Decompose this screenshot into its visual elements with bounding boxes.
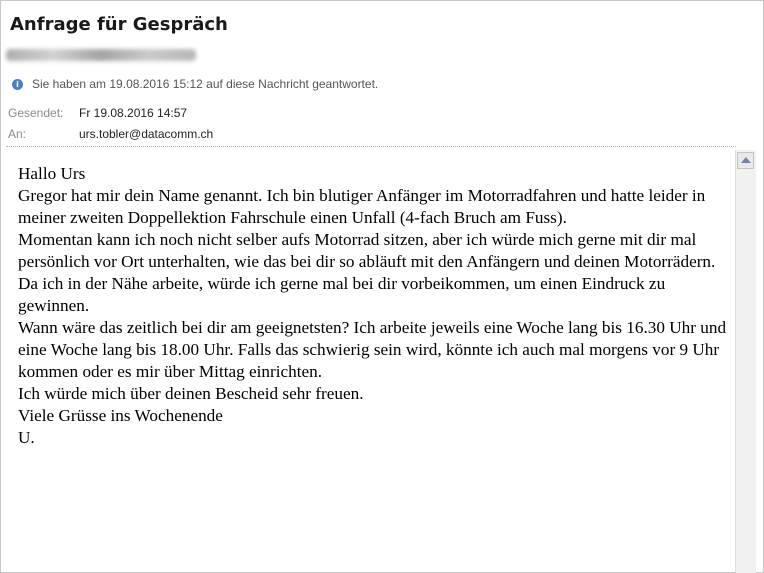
to-label: An:: [8, 127, 27, 141]
sent-label: Gesendet:: [8, 106, 64, 120]
body-line: Ich würde mich über deinen Bescheid sehr freuen.: [18, 384, 364, 403]
message-subject: Anfrage für Gespräch: [10, 14, 228, 35]
reply-info-text: Sie haben am 19.08.2016 15:12 auf diese Nachricht geantwortet.: [32, 77, 379, 91]
body-line: Viele Grüsse ins Wochenende: [18, 406, 223, 425]
to-recipient[interactable]: urs.tobler@datacomm.ch: [79, 127, 214, 141]
message-body[interactable]: [18, 163, 730, 449]
scroll-up-arrow-icon[interactable]: [737, 152, 754, 169]
info-icon: i: [12, 79, 23, 90]
body-line: Momentan kann ich noch nicht selber aufs Motorrad sitzen, aber ich würde mich gerne mit dir mal persönlich vor Ort unterhalten, wie das bei dir so abläuft mit den Anfängern und deinen Motorrädern.: [18, 230, 716, 271]
header-divider: [6, 146, 736, 147]
body-line: Gregor hat mir dein Name genannt. Ich bin blutiger Anfänger im Motorradfahren und hatte leider in meiner zweiten Doppellektion Fahrschule einen Unfall (4-fach Bruch am Fuss).: [18, 186, 706, 227]
sent-value: Fr 19.08.2016 14:57: [79, 106, 188, 120]
body-line: U.: [18, 428, 35, 447]
reply-info-bar[interactable]: [12, 77, 378, 91]
sender-name-redacted: [6, 49, 196, 61]
body-line: Hallo Urs: [18, 164, 86, 183]
vertical-scrollbar[interactable]: [735, 150, 756, 573]
body-line: Wann wäre das zeitlich bei dir am geeignetsten? Ich arbeite jeweils eine Woche lang bis 16.30 Uhr und eine Woche lang bis 18.00 Uhr. Falls das schwierig sein wird, könnte ich auch mal morgens vor 9 Uhr kommen oder es mir über Mittag einrichten.: [18, 318, 727, 381]
body-line: Da ich in der Nähe arbeite, würde ich gerne mal bei dir vorbeikommen, um einen Eindruck zu gewinnen.: [18, 274, 666, 315]
